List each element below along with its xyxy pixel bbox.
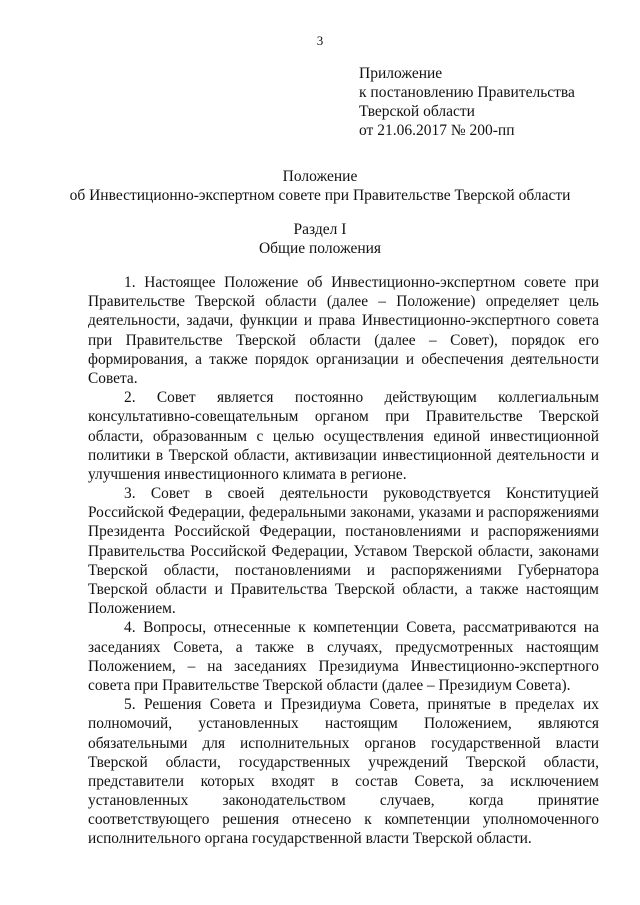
word: действующим (384, 389, 477, 407)
word: на (583, 619, 599, 637)
word: и (470, 523, 479, 541)
word: деятельности (497, 446, 586, 464)
word: и (590, 446, 599, 464)
word: Тверской (236, 331, 296, 349)
word: является (216, 389, 274, 407)
word: Тверской (88, 753, 148, 771)
word: политики (88, 446, 151, 464)
word: государственной (430, 734, 541, 752)
text-line (88, 484, 599, 503)
word: Правительства (88, 542, 185, 560)
word: Совета, (369, 696, 420, 714)
word: установленных (88, 792, 189, 810)
text-line (88, 734, 599, 753)
word: когда (468, 792, 504, 810)
word: права (318, 312, 356, 330)
word: цель (569, 293, 599, 311)
word: Инвестиционно-экспертного (410, 657, 599, 675)
text-line (88, 810, 599, 829)
text-line (88, 714, 599, 733)
word: власти (555, 734, 599, 752)
word: представители (88, 772, 184, 790)
word: и (214, 581, 223, 598)
word: федеральными (248, 504, 347, 522)
word: Тверской (168, 446, 229, 464)
word: заседаниях (88, 638, 161, 656)
text-line (88, 599, 599, 618)
word: в (204, 485, 213, 503)
word: Совета (209, 696, 256, 714)
word: Правительстве (425, 408, 523, 426)
text-line (88, 580, 599, 599)
word: законодательством (222, 792, 346, 810)
text-line (88, 292, 599, 311)
word: Российской (190, 542, 267, 560)
word: органов (364, 734, 417, 752)
word: решения (222, 811, 280, 829)
text-line (88, 465, 599, 484)
word: инвестиционной (382, 446, 492, 464)
word: активизации (294, 446, 377, 464)
word: принятые (427, 696, 491, 714)
section-number: Раздел I (293, 221, 347, 238)
word: Совет (156, 389, 196, 407)
word: Правительстве (88, 293, 185, 311)
word: Совет (150, 485, 190, 503)
word: компетенции (384, 811, 470, 829)
word: исполнительных (239, 734, 350, 752)
word: являются (537, 715, 599, 733)
word: Совета. (88, 369, 138, 387)
word: случаев, (379, 792, 435, 810)
word: Президиума (280, 696, 361, 714)
word: Тверской (539, 408, 599, 426)
text-line (88, 427, 599, 446)
word: Вопросы, (143, 619, 207, 637)
paragraph-4 (88, 618, 599, 695)
word: Положением, (88, 657, 176, 675)
word: улучшения инвестиционного климата в регионе. (88, 465, 407, 483)
word: Положением, (423, 715, 512, 733)
word: предусмотренных (395, 638, 514, 656)
word: Российской (174, 523, 250, 541)
word: организации (315, 350, 399, 368)
word: и (366, 561, 375, 579)
word: Совета, (414, 772, 465, 790)
word: состав (355, 772, 398, 790)
word: коллегиальным (498, 389, 599, 407)
word: совета при Правительстве Тверской области (далее – Президиум Совета). (88, 676, 571, 694)
word: обеспечения (421, 350, 504, 368)
word: и (405, 350, 415, 368)
word: исполнительного органа государственной власти Тверской области. (88, 830, 532, 848)
word: деятельности (510, 350, 599, 368)
word: и (303, 312, 313, 330)
paragraph-1 (88, 273, 599, 388)
word: Федерации, (259, 523, 336, 541)
word: настоящим (526, 581, 599, 598)
text-line (88, 273, 599, 292)
text-line (88, 311, 599, 330)
word: области (155, 581, 207, 598)
word: Президента (88, 523, 165, 541)
section-title: Общие положения (258, 240, 382, 257)
word: Федерации, (271, 542, 349, 560)
word: пределах (515, 696, 575, 714)
word: порядок (511, 331, 566, 349)
word: установленных (198, 715, 299, 733)
word: Положением. (88, 600, 176, 618)
word: также (480, 581, 519, 598)
text-line (88, 695, 599, 714)
word: с (256, 427, 264, 445)
word: Правительства (230, 581, 328, 598)
text-line (88, 331, 599, 350)
word: порядок (254, 350, 309, 368)
word: Уставом (353, 542, 408, 560)
paragraph-2 (88, 388, 599, 484)
word: – (378, 293, 386, 311)
word: органом (314, 408, 369, 426)
word: Положение) (396, 293, 476, 311)
word: – (429, 331, 437, 349)
word: Инвестиционно-экспертного (361, 312, 551, 330)
word: также (209, 350, 248, 368)
word: постановлениями (234, 561, 351, 579)
word: Положение (224, 274, 299, 291)
word: его (578, 331, 599, 349)
document-body (88, 273, 599, 849)
word: деятельности, (88, 312, 180, 330)
word: законами (538, 542, 599, 560)
text-line (88, 503, 599, 522)
word: распоряжениями (390, 561, 502, 579)
word: Президиума (318, 657, 399, 675)
word: на (207, 657, 223, 675)
word: 2. (124, 389, 136, 407)
word: Конституцией (505, 485, 599, 503)
word: Федерации, (168, 504, 245, 522)
word: и (475, 504, 484, 522)
word: Инвестиционно-экспертном (331, 274, 516, 291)
word: 5. (124, 696, 136, 714)
word: учреждений (368, 753, 449, 771)
word: за (480, 772, 494, 790)
word: области, (543, 753, 599, 771)
word: их (583, 696, 599, 714)
word: Тверской (195, 293, 255, 311)
word: исключением (510, 772, 599, 790)
word: к (298, 619, 306, 637)
word: также (255, 638, 294, 656)
word: к (364, 811, 372, 829)
word: Совета, (173, 638, 223, 656)
text-line (88, 657, 599, 676)
text-line (88, 753, 599, 772)
paragraph-5 (88, 695, 599, 849)
word: 1. (124, 274, 136, 291)
word: задачи, (186, 312, 234, 330)
appendix-resolution: к постановлению Правительства (359, 84, 575, 101)
word: уполномоченного (482, 811, 599, 829)
word: компетенции (313, 619, 399, 637)
word: при (385, 408, 410, 426)
appendix-block (359, 64, 619, 140)
text-line (88, 407, 599, 426)
word: инвестиционной (489, 427, 599, 445)
word: консультативно-совещательным (88, 408, 299, 426)
word: Тверской (412, 542, 473, 560)
word: в (499, 696, 507, 714)
word: Тверской (466, 753, 526, 771)
word: области, (233, 446, 290, 464)
word: а (465, 581, 473, 598)
word: государственных (238, 753, 351, 771)
word: которых (200, 772, 255, 790)
word: формирования, (88, 350, 188, 368)
word: постановлениями (345, 523, 462, 541)
word: законами, (350, 504, 415, 522)
text-line (88, 618, 599, 637)
word: своей (227, 485, 265, 503)
word: соответствующего (88, 811, 210, 829)
word: (далее (374, 331, 416, 349)
word: в (331, 772, 339, 790)
word: образованным (152, 427, 247, 445)
text-line (88, 561, 599, 580)
appendix-region: Тверской области (359, 103, 475, 120)
paragraph-3 (88, 484, 599, 618)
word: обязательными (88, 734, 188, 752)
word: Тверской (88, 561, 148, 579)
word: об (306, 274, 323, 291)
text-line (88, 676, 599, 695)
word: функции (239, 312, 298, 330)
word: для (202, 734, 226, 752)
appendix-label: Приложение (359, 65, 443, 82)
word: распоряжениями (488, 504, 599, 522)
text-line (88, 638, 599, 657)
word: входят (271, 772, 315, 790)
word: области, (402, 581, 458, 598)
word: а (235, 638, 243, 656)
word: настоящим (526, 638, 599, 656)
page-number: 3 (316, 33, 324, 48)
word: Тверской (335, 581, 395, 598)
word: области (265, 293, 317, 311)
word: совете (524, 274, 567, 291)
text-line (88, 446, 599, 465)
word: при (88, 331, 113, 349)
text-line (88, 369, 599, 388)
text-line (88, 791, 599, 810)
word: определяет (485, 293, 559, 311)
word: (далее (326, 293, 369, 311)
word: целью (272, 427, 315, 445)
text-line (88, 388, 599, 407)
word: случаях, (326, 638, 383, 656)
word: отнесено (291, 811, 352, 829)
word: и (264, 696, 273, 714)
word: заседаниях (234, 657, 307, 675)
text-line (88, 522, 599, 541)
word: Губернатора (517, 561, 599, 579)
word: распоряжениями (488, 523, 599, 541)
word: единой (433, 427, 481, 445)
word: принятие (537, 792, 599, 810)
word: полномочий, (88, 715, 173, 733)
word: постоянно (294, 389, 364, 407)
document-heading (0, 167, 640, 205)
word: Настоящее (144, 274, 216, 291)
word: настоящим (324, 715, 398, 733)
word: Совет), (450, 331, 498, 349)
document-subtitle: об Инвестиционно-экспертном совете при Правительстве Тверской области (69, 187, 571, 204)
word: области, (163, 561, 219, 579)
appendix-date-number: от 21.06.2017 № 200-пп (359, 122, 515, 139)
text-line (88, 542, 599, 561)
document-title: Положение (282, 168, 358, 185)
word: совета (556, 312, 599, 330)
word: руководствуется (383, 485, 491, 503)
word: в (155, 446, 164, 464)
word: указами (418, 504, 472, 522)
word: – (187, 657, 196, 675)
word: области (309, 331, 361, 349)
word: области, (165, 753, 221, 771)
word: области, (477, 542, 534, 560)
word: отнесенные (213, 619, 291, 637)
word: рассматриваются (463, 619, 577, 637)
word: 4. (124, 619, 136, 637)
word: а (195, 350, 202, 368)
word: области, (88, 427, 144, 445)
text-line (88, 829, 599, 848)
word: Совета, (406, 619, 456, 637)
word: осуществления (323, 427, 424, 445)
word: в (306, 638, 315, 656)
text-line (88, 772, 599, 791)
text-line (88, 350, 599, 369)
section-heading (0, 220, 640, 258)
word: при (574, 274, 599, 291)
word: Решения (144, 696, 202, 714)
word: Правительстве (125, 331, 223, 349)
word: Тверской (88, 581, 148, 598)
word: Российской (88, 504, 164, 522)
word: 3. (124, 485, 136, 503)
word: деятельности (279, 485, 368, 503)
